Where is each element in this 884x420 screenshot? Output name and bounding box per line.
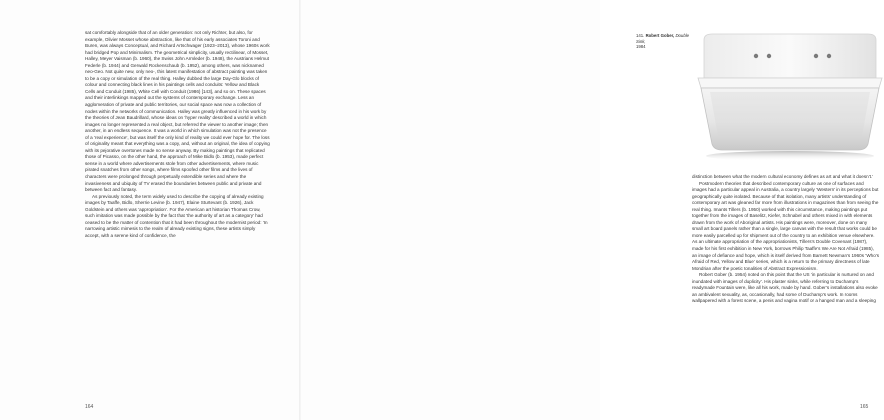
caption-title: Double Sink,	[636, 33, 690, 44]
right-page	[300, 0, 879, 420]
caption-artist: Robert Gober,	[645, 33, 675, 38]
left-page-number: 164	[85, 404, 94, 410]
left-page	[0, 0, 300, 420]
right-paragraph-3: Robert Gober (b. 1954) noted on this point that the US ‘in particular is nurtured on and inundated with images of duplicity’. His plaster sinks, while referring to Duchamp’s readymade Fountain were, like all his work, made by hand. Gober’s installations also evoke an ambivalent sexuality, as, occasionally, had some of Duchamp’s work. In rooms wallpapered with a forest scene, a penis and vagina motif or a hanged man and a sleeping	[692, 272, 878, 304]
right-page-number: 165	[860, 404, 869, 410]
right-paragraph-1: distinction between what the modern cultural economy defines as art and what it doesn’t.’	[692, 174, 874, 179]
figure-caption	[636, 33, 696, 50]
right-text-column	[692, 174, 879, 305]
right-paragraph-2: Postmodern theories that described contemporary culture as one of surfaces and images had a particular appeal in Australia, a country largely ‘Western’ in its perceptions but geographically quite isolated. Because of that isolation, many artists’ understanding of contemporary art was gleaned far more from illustrations in magazines than from seeing the real thing. Imants Tillers (b. 1950) worked with this circumstance, making paintings put together from the images of Baselitz, Kiefer, Schnabel and others mixed in with elements drawn from the work of Aboriginal artists. His paintings were, moreover, done on many small art board panels rather than a single, large canvas with the result that works could be more easily parcelled up for shipment out of the country to an exhibition venue elsewhere. As an ultimate appropriation of the appropriationists, Tillers’s Double Covenant (1987), made for his first exhibition in New York, borrows Philip Taaffe’s We Are Not Afraid (1985), an image of defiance and hope, which is itself derived from Barnett Newman’s 1960s ‘Who’s Afraid of Red, Yellow and Blue’ series, which is a return to the primary directness of late Mondrian after the poetic tonalities of Abstract Expressionism.	[692, 180, 879, 271]
left-text-column	[85, 30, 270, 240]
double-sink-photo	[696, 32, 884, 164]
left-paragraph-2: As previously noted, the term widely used to describe the copying of already existing images by Taaffe, Bidlo, Sherrie Levine (b. 1947), Elaine Sturtevant (b. 1926), Jack Goldstein and others was ‘appropriation’. For the American art historian Thomas Crow, such imitation was made possible by the fact that ‘the authority of art as a category’ had ceased to be the matter of contention that it had been throughout the modernist period: ‘In narrowing artistic mimesis to the realm of already existing signs, these artists simply accept, with a serene kind of confidence, the	[85, 193, 268, 238]
caption-year: 1984	[636, 44, 646, 50]
caption-number: 141.	[636, 33, 645, 38]
left-paragraph-1: sat comfortably alongside that of an older generation: not only Richter, but also, for example, Olivier Mosset whose abstraction, like that of his early associates Toroni and Buren, was always Conceptual, and Richard Artschwager (1923–2013), whose 1960s work had bridged Pop and Minimalism. The geometrical simplicity, usually rectilinear, of Mosset, Halley, Meyer Vaisman (b. 1960), the Swiss John Armleder (b. 1948), the Austrians Helmut Federle (b. 1944) and Gerwald Rockenschaub (b. 1952), among others, was nicknamed neo-Geo. Not quite new, only neo-, this latest manifestation of abstract painting was taken to be a copy or simulation of the real thing. Halley dubbed the large Day-Glo blocks of colour and connecting black lines in his paintings cells and conduits: Yellow and Black Cells and Conduit (1985), White Cell with Conduit (1986) [143], and so on. These spaces and their interlinkings mapped out the systems of contemporary exchange. Less an agglomeration of private and public territories, our social space was now a collection of nodes within the networks of communication. Halley was greatly influenced in his work by the theories of Jean Baudrillard, whose ideas on ‘hyper reality’ described a world in which images no longer represented a real object, but referred the viewer to another image; then another, in an endless sequence. It was a world in which simulation was not the presence of a ‘real experience’, but was itself the only kind of reality we could ever hope for. The loss of originality meant that everything was a copy, and, without an original, the idea of copying with its pejorative overtones made no sense anyway. By making paintings that replicated those of Picasso, on the other hand, the approach of Mike Bidlo (b. 1953), made perfect sense in a world where advertisements stole from other advertisements, where music pirated snatches from other songs, where films spoofed other films and the lives of characters were prolonged through perpetually extendible series and where the invasiveness and ubiquity of TV erased the boundaries between public and private and between fact and fantasy.	[85, 30, 270, 193]
